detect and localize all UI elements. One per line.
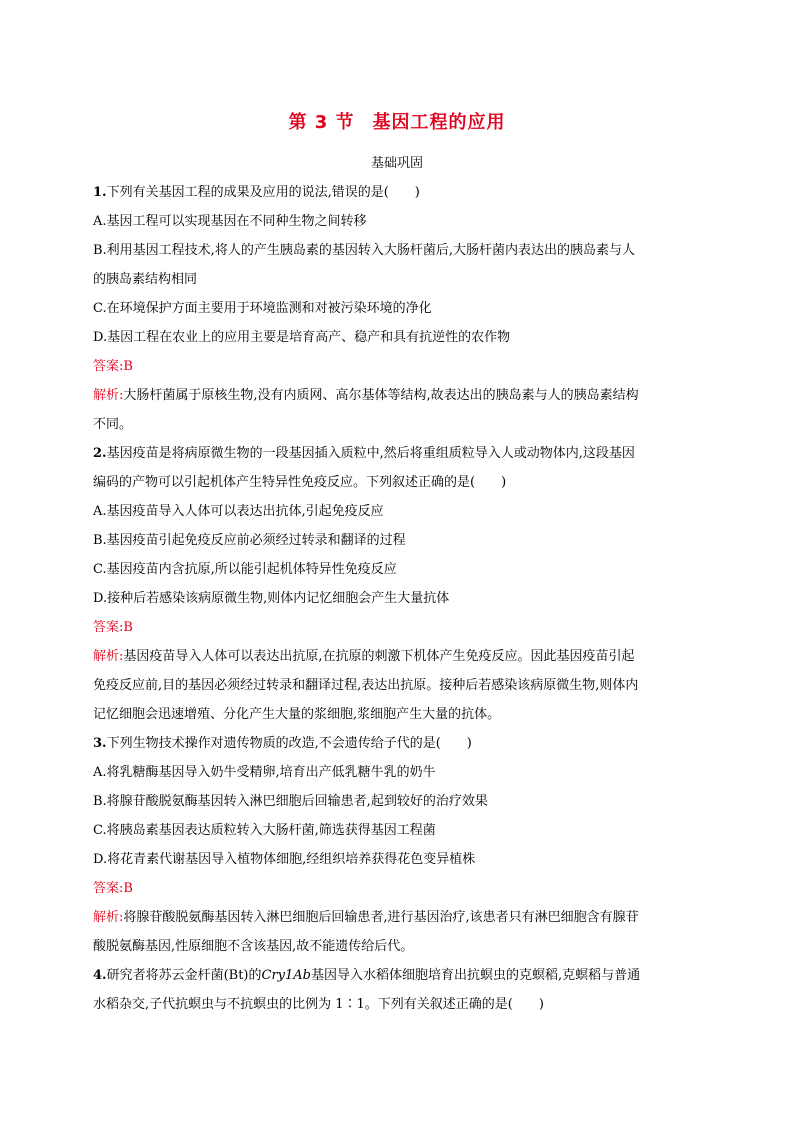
q4-stem-line1: 4.研究者将苏云金杆菌(Bt)的Cry1Ab基因导入水稻体细胞培育出抗螟虫的克螟稻,克螟稻与普通	[93, 968, 641, 983]
q2-option-b: B.基因疫苗引起免疫反应前必须经过转录和翻译的过程	[93, 533, 406, 548]
q3-option-b: B.将腺苷酸脱氨酶基因转入淋巴细胞后回输患者,起到较好的治疗效果	[93, 794, 488, 809]
q1-stem	[93, 178, 705, 207]
explanation-label: 解析:	[93, 649, 124, 664]
q2-stem-line1: 2.基因疫苗是将病原微生物的一段基因插入质粒中,然后将重组质粒导入人或动物体内,这段基因	[93, 446, 635, 461]
q3-option-c: C.将胰岛素基因表达质粒转入大肠杆菌,筛选获得基因工程菌	[93, 823, 436, 838]
q3-answer	[93, 874, 705, 903]
q1-option-a: A.基因工程可以实现基因在不同种生物之间转移	[93, 214, 367, 229]
q3-stem: 3.下列生物技术操作对遗传物质的改造,不会遗传给子代的是( )	[93, 736, 472, 751]
q2-stem-line2: 编码的产物可以引起机体产生特异性免疫反应。下列叙述正确的是( )	[93, 475, 507, 490]
q4-number: 4.	[93, 968, 107, 983]
q2-option-a: A.基因疫苗导入人体可以表达出抗体,引起免疫反应	[93, 504, 384, 519]
q3-explanation-line1: 解析:将腺苷酸脱氨酶基因转入淋巴细胞后回输患者,进行基因治疗,该患者只有淋巴细胞含有腺苷	[93, 910, 639, 925]
q1-option-b-line2: 的胰岛素结构相同	[93, 272, 198, 287]
explanation-label: 解析:	[93, 910, 124, 925]
q1-option-d: D.基因工程在农业上的应用主要是培育高产、稳产和具有抗逆性的农作物	[93, 330, 511, 345]
q2-explanation-line1: 解析:基因疫苗导入人体可以表达出抗原,在抗原的刺激下机体产生免疫反应。因此基因疫苗引起	[93, 649, 635, 664]
q1-explanation-line2: 不同。	[93, 417, 133, 432]
q2-answer	[93, 613, 705, 642]
gene-name: Cry1Ab	[261, 968, 311, 983]
q3-number: 3.	[93, 736, 107, 751]
q3-option-d: D.将花青素代谢基因导入植物体细胞,经组织培养获得花色变异植株	[93, 852, 476, 867]
section-heading: 基础巩固	[370, 156, 423, 171]
q2-option-d: D.接种后若感染该病原微生物,则体内记忆细胞会产生大量抗体	[93, 591, 450, 606]
q1-stem-text: 下列有关基因工程的成果及应用的说法,错误的是( )	[106, 185, 420, 200]
q1-option-c: C.在环境保护方面主要用于环境监测和对被污染环境的净化	[93, 301, 432, 316]
page-title	[0, 108, 794, 134]
q1-answer	[93, 352, 705, 381]
answer-label: 答案:	[93, 359, 124, 374]
answer-value: B	[123, 620, 133, 635]
answer-label: 答案:	[93, 620, 124, 635]
q3-explanation-line2: 酸脱氨酶基因,性原细胞不含该基因,故不能遗传给后代。	[93, 939, 414, 954]
answer-label: 答案:	[93, 881, 124, 896]
question-body	[93, 178, 705, 1019]
q2-option-c: C.基因疫苗内含抗原,所以能引起机体特异性免疫反应	[93, 562, 397, 577]
q1-explanation-line1: 解析:大肠杆菌属于原核生物,没有内质网、高尔基体等结构,故表达出的胰岛素与人的胰岛素结构	[93, 388, 639, 403]
q4-stem-line2: 水稻杂交,子代抗螟虫与不抗螟虫的比例为 1∶1。下列有关叙述正确的是( )	[93, 997, 544, 1012]
answer-value: B	[123, 359, 133, 374]
answer-value: B	[123, 881, 133, 896]
q2-explanation-line2: 免疫反应前,目的基因必须经过转录和翻译过程,表达出抗原。接种后若感染该病原微生物,则体内	[93, 678, 639, 693]
q2-explanation-line3: 记忆细胞会迅速增殖、分化产生大量的浆细胞,浆细胞产生大量的抗体。	[93, 707, 501, 722]
explanation-label: 解析:	[93, 388, 124, 403]
q1-option-b-line1: B.利用基因工程技术,将人的产生胰岛素的基因转入大肠杆菌后,大肠杆菌内表达出的胰岛素与人	[93, 243, 635, 258]
q1-number: 1.	[93, 185, 107, 200]
title-section-number: 第 3 节	[288, 112, 355, 133]
q2-number: 2.	[93, 446, 107, 461]
q3-option-a: A.将乳糖酶基因导入奶牛受精卵,培育出产低乳糖牛乳的奶牛	[93, 765, 436, 780]
title-topic: 基因工程的应用	[372, 112, 506, 133]
